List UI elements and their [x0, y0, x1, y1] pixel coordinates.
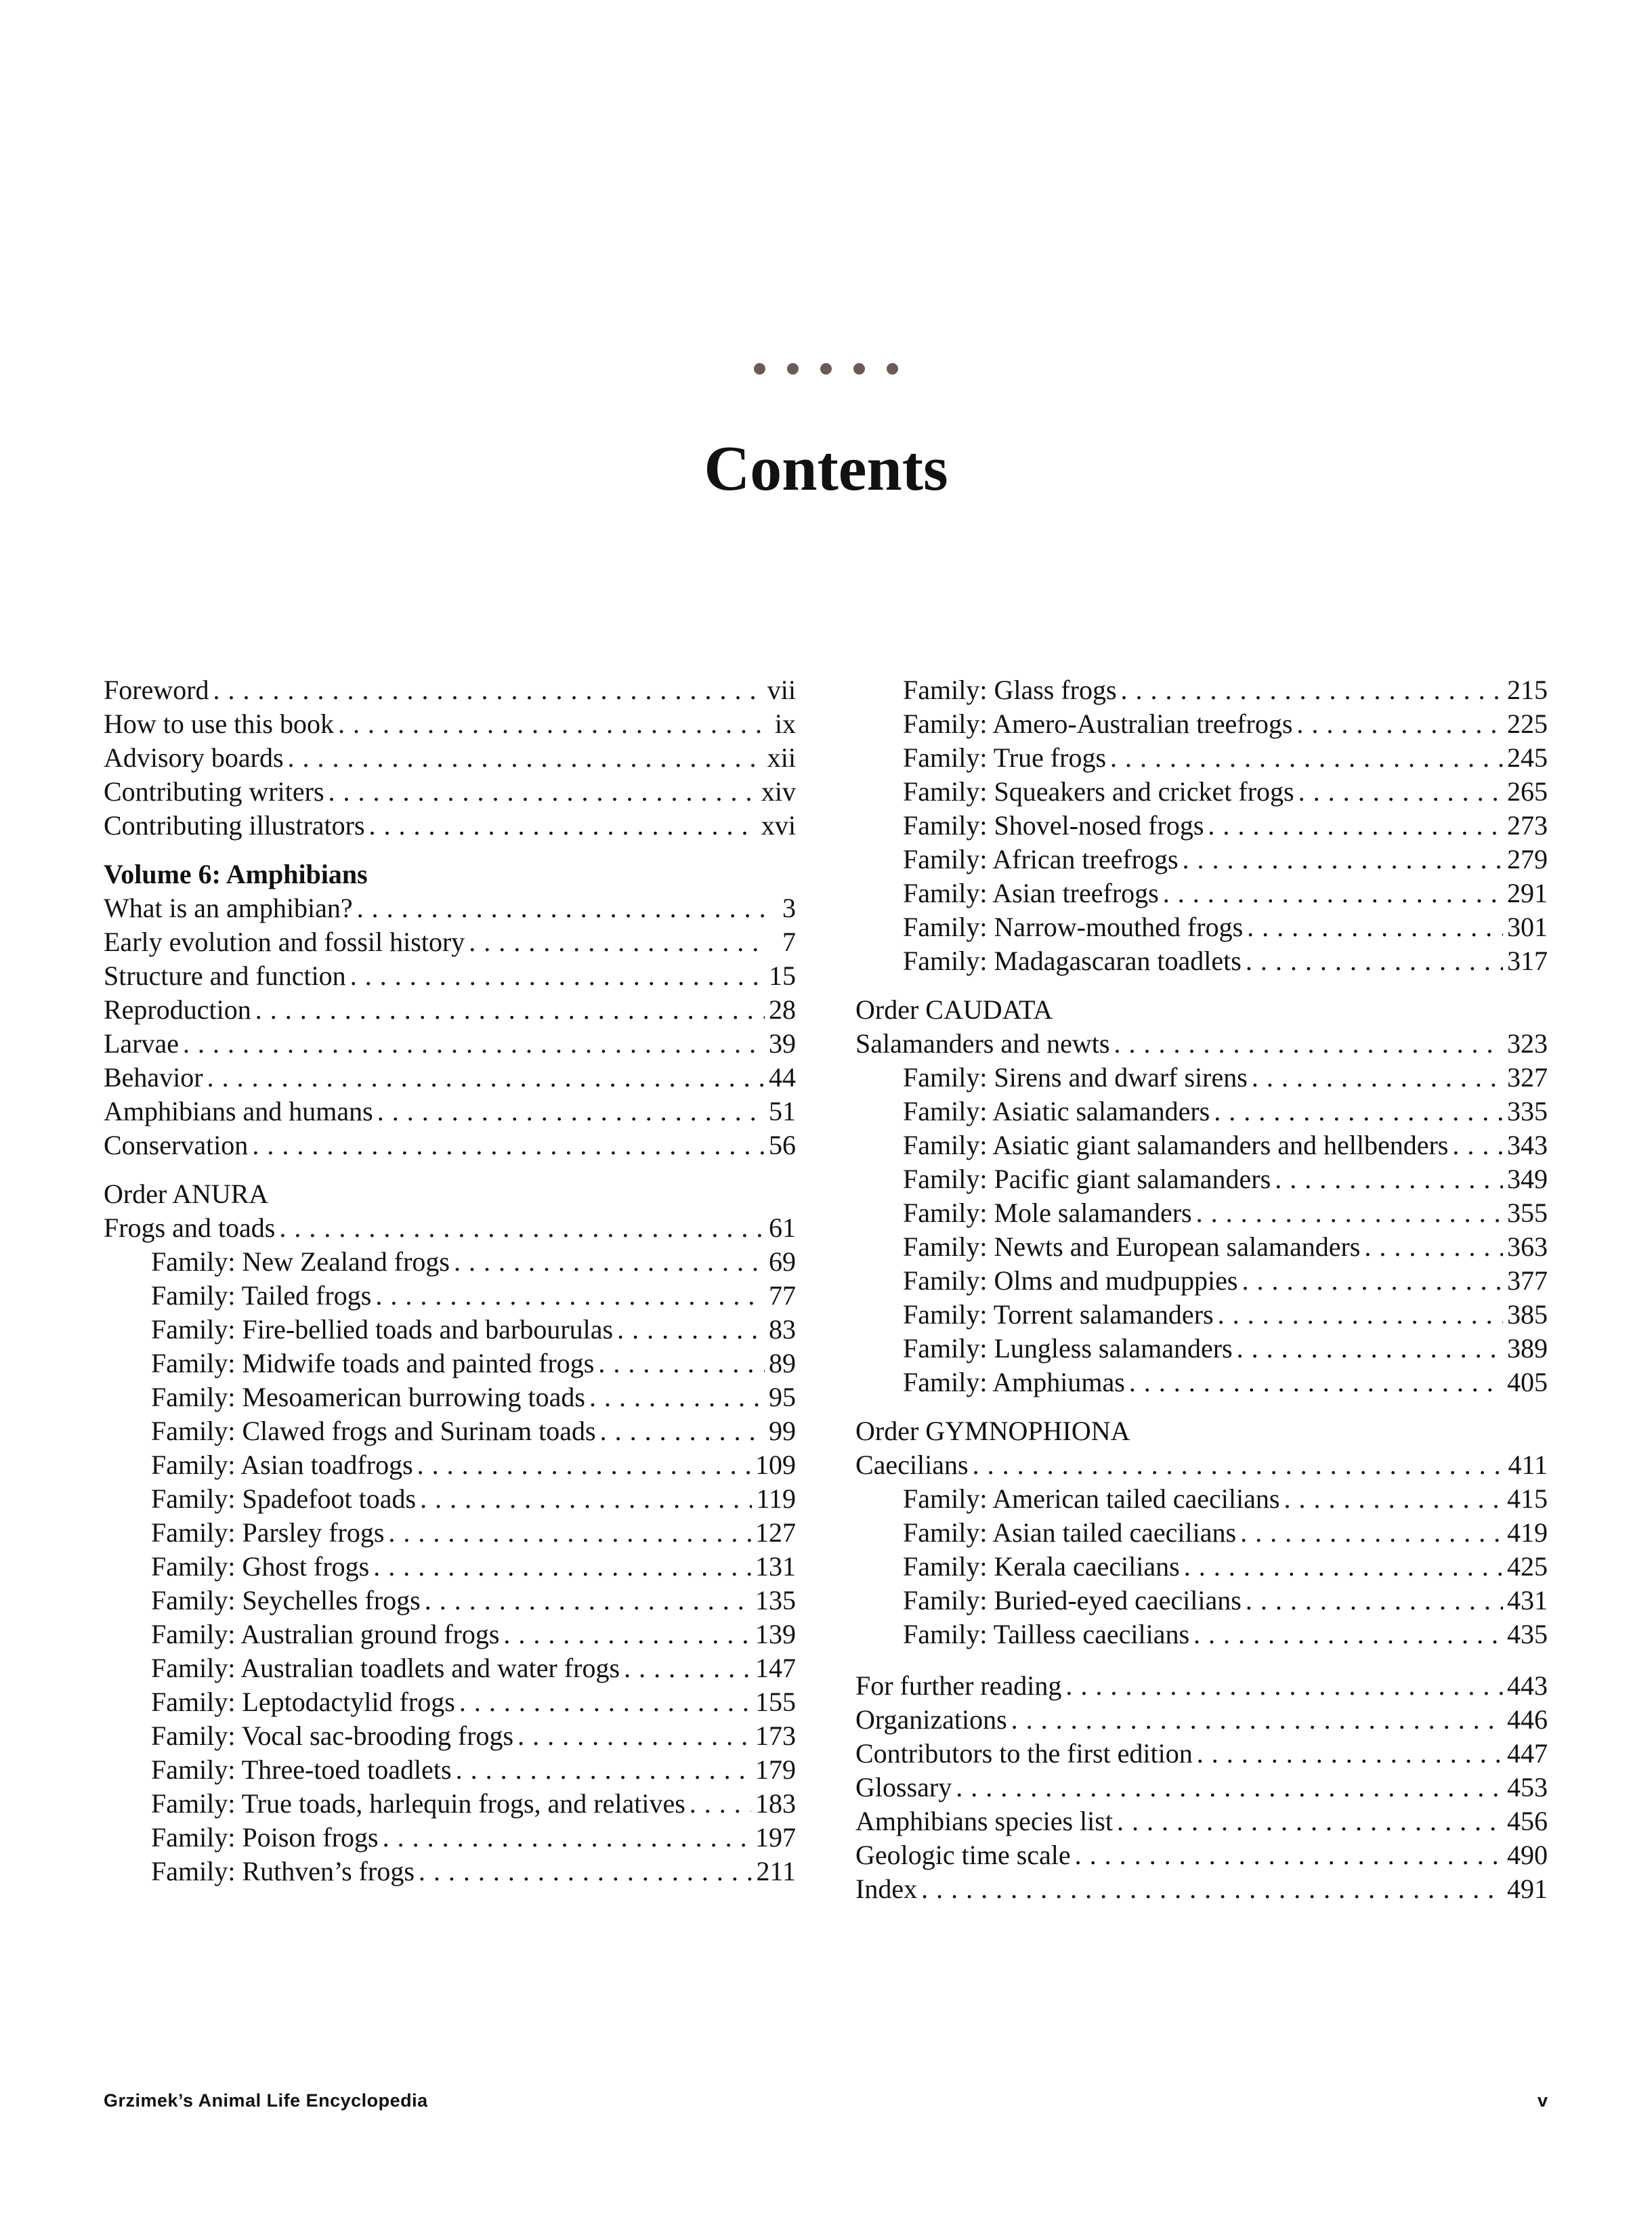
dot-leader [1114, 1027, 1503, 1061]
toc-entry-page: 15 [769, 960, 796, 991]
toc-entry[interactable] [855, 1196, 1548, 1230]
dot-leader [1275, 1162, 1503, 1196]
toc-entry-title: Foreword [104, 675, 209, 705]
toc-entry-title: Geologic time scale [855, 1840, 1071, 1870]
dot-leader [1218, 1298, 1503, 1332]
toc-entry-title: Family: Clawed frogs and Surinam toads [151, 1416, 596, 1446]
toc-entry-title: Family: Midwife toads and painted frogs [151, 1348, 595, 1378]
toc-entry-title: Structure and function [104, 960, 346, 991]
toc-entry-page: 419 [1507, 1517, 1548, 1548]
toc-entry-page: 431 [1507, 1585, 1548, 1616]
toc-entry[interactable] [855, 1516, 1548, 1550]
dot-leader [1237, 1332, 1503, 1366]
toc-entry-title: Amphibians species list [855, 1806, 1113, 1836]
toc-entry[interactable] [104, 1651, 796, 1685]
toc-entry[interactable] [104, 1128, 796, 1162]
toc-entry-title: Organizations [855, 1704, 1007, 1735]
toc-entry[interactable] [104, 1618, 796, 1651]
dot-leader [1184, 1550, 1503, 1584]
dot-leader [1452, 1128, 1503, 1162]
toc-entry-page: 377 [1507, 1265, 1548, 1296]
dot-leader [357, 891, 765, 925]
toc-entry[interactable] [855, 1771, 1548, 1804]
dot-leader [1364, 1230, 1503, 1264]
toc-entry-page: 39 [769, 1028, 796, 1059]
toc-entry[interactable] [855, 1230, 1548, 1264]
dot-leader [252, 1128, 765, 1162]
toc-entry[interactable] [855, 707, 1548, 741]
toc-entry[interactable] [855, 1669, 1548, 1703]
toc-entry-page: 435 [1507, 1619, 1548, 1649]
dot-leader [1183, 843, 1503, 877]
toc-entry-page: 139 [755, 1619, 796, 1649]
toc-entry-page: 317 [1507, 946, 1548, 976]
toc-entry-page: xii [767, 742, 796, 773]
dot-leader [454, 1245, 765, 1279]
dot-leader [338, 707, 765, 741]
toc-entry[interactable] [855, 1703, 1548, 1737]
toc-left-column [104, 673, 796, 1888]
toc-entry-title: Family: Lungless salamanders [903, 1333, 1233, 1364]
toc-entry[interactable] [104, 1821, 796, 1855]
toc-entry-title: Family: Ruthven’s frogs [151, 1856, 415, 1886]
toc-entry[interactable] [855, 910, 1548, 944]
toc-entry-title: Family: Sirens and dwarf sirens [903, 1062, 1248, 1093]
toc-entry-title: Family: Torrent salamanders [903, 1299, 1214, 1330]
toc-entry-title: Reproduction [104, 994, 251, 1025]
toc-entry-title: Family: Buried-eyed caecilians [903, 1585, 1242, 1616]
toc-entry-page: 301 [1507, 912, 1548, 942]
toc-entry-title: Contributing illustrators [104, 810, 365, 841]
toc-entry-page: 273 [1507, 810, 1548, 841]
toc-entry-page: 7 [782, 927, 796, 957]
toc-entry[interactable] [104, 1380, 796, 1414]
footer-page-number: v [1537, 2090, 1548, 2111]
toc-entry-page: 215 [1507, 675, 1548, 705]
toc-entry-page: 343 [1507, 1130, 1548, 1160]
toc-entry[interactable] [855, 673, 1548, 707]
toc-entry-title: Family: Poison frogs [151, 1822, 379, 1853]
toc-entry[interactable] [855, 1838, 1548, 1872]
toc-entry-page: 89 [769, 1348, 796, 1378]
gymnophiona-main-entry [855, 1448, 1548, 1482]
dot-leader [183, 1027, 765, 1061]
toc-entry-page: 355 [1507, 1198, 1548, 1228]
toc-entry[interactable] [855, 1448, 1548, 1482]
toc-entry-title: Contributors to the first edition [855, 1738, 1193, 1769]
dot-leader [419, 1855, 753, 1888]
toc-entry[interactable] [104, 1719, 796, 1753]
toc-entry-title: Family: True toads, harlequin frogs, and relatives [151, 1788, 685, 1819]
dot-leader [1252, 1061, 1503, 1095]
toc-entry[interactable] [855, 741, 1548, 775]
toc-entry[interactable] [104, 1095, 796, 1128]
anura-family-list [104, 1245, 796, 1888]
dot-leader [1065, 1669, 1503, 1703]
toc-entry[interactable] [104, 1482, 796, 1516]
toc-entry-page: 443 [1507, 1670, 1548, 1701]
toc-entry-page: 147 [755, 1653, 796, 1683]
dot-leader [1075, 1838, 1503, 1872]
toc-entry-title: Family: Ghost frogs [151, 1551, 370, 1582]
dot-leader [1240, 1516, 1503, 1550]
toc-entry-title: Family: Glass frogs [903, 675, 1117, 705]
dot-leader [369, 809, 757, 843]
toc-entry-title: Family: Newts and European salamanders [903, 1231, 1361, 1262]
toc-entry-page: 127 [755, 1517, 796, 1548]
dot-leader [456, 1753, 751, 1787]
toc-entry-page: 456 [1507, 1806, 1548, 1836]
toc-entry[interactable] [104, 1279, 796, 1313]
toc-entry-title: Advisory boards [104, 742, 284, 773]
toc-entry-title: Family: Kerala caecilians [903, 1551, 1180, 1582]
ornament-dot [887, 363, 898, 375]
dot-leader [624, 1651, 751, 1685]
toc-entry[interactable] [855, 1550, 1548, 1584]
toc-entry-title: Family: Asian toadfrogs [151, 1450, 413, 1480]
toc-entry-page: 327 [1507, 1062, 1548, 1093]
toc-entry-title: How to use this book [104, 709, 334, 739]
front-matter-list [104, 673, 796, 843]
toc-entry-title: Family: Spadefoot toads [151, 1483, 417, 1514]
dot-leader [600, 1414, 765, 1448]
dot-leader [598, 1347, 765, 1380]
toc-entry-page: 415 [1507, 1483, 1548, 1514]
toc-entry-page: 56 [769, 1130, 796, 1160]
toc-entry-page: 119 [756, 1483, 796, 1514]
toc-entry[interactable] [855, 809, 1548, 843]
anura-main-entry [104, 1211, 796, 1245]
toc-entry-page: 61 [769, 1212, 796, 1243]
toc-entry[interactable] [104, 891, 796, 925]
dot-leader [329, 775, 757, 809]
toc-entry[interactable] [104, 1685, 796, 1719]
toc-right-column [855, 673, 1548, 1906]
dot-leader [207, 1061, 765, 1095]
back-matter-list [855, 1669, 1548, 1906]
dot-leader [1214, 1095, 1503, 1128]
toc-entry[interactable] [855, 1482, 1548, 1516]
ornament-dot [820, 363, 832, 375]
toc-entry-page: 3 [782, 893, 796, 923]
toc-entry-title: Family: Narrow-mouthed frogs [903, 912, 1244, 942]
toc-entry-title: Larvae [104, 1028, 179, 1059]
toc-entry-page: xiv [761, 776, 796, 807]
dot-leader [1247, 910, 1503, 944]
toc-entry-page: 490 [1507, 1840, 1548, 1870]
toc-entry[interactable] [104, 1448, 796, 1482]
dot-leader [921, 1872, 1503, 1906]
toc-entry-page: 446 [1507, 1704, 1548, 1735]
toc-entry-title: Family: Tailed frogs [151, 1280, 372, 1311]
toc-entry-title: Family: Squeakers and cricket frogs [903, 776, 1294, 807]
toc-entry-title: Family: African treefrogs [903, 844, 1179, 874]
toc-entry-page: 245 [1507, 742, 1548, 773]
toc-entry[interactable] [104, 1347, 796, 1380]
toc-entry-title: Family: Asiatic giant salamanders and hellbenders [903, 1130, 1449, 1160]
toc-entry[interactable] [855, 1264, 1548, 1298]
toc-entry-page: 411 [1508, 1450, 1548, 1480]
toc-entry[interactable] [855, 1332, 1548, 1366]
dot-leader [350, 959, 765, 993]
toc-entry-title: Family: Mesoamerican burrowing toads [151, 1382, 585, 1412]
toc-entry[interactable] [104, 1313, 796, 1347]
toc-entry[interactable] [104, 1516, 796, 1550]
toc-entry[interactable] [855, 775, 1548, 809]
volume-list [104, 891, 796, 1162]
dot-leader [213, 673, 763, 707]
toc-entry[interactable] [104, 1414, 796, 1448]
dot-leader [973, 1448, 1504, 1482]
toc-entry[interactable] [855, 1128, 1548, 1162]
toc-entry[interactable] [855, 1366, 1548, 1399]
toc-entry-page: 323 [1507, 1028, 1548, 1059]
dot-leader [1110, 741, 1503, 775]
toc-entry-title: Early evolution and fossil history [104, 927, 465, 957]
gymnophiona-family-list [855, 1482, 1548, 1651]
toc-entry[interactable] [104, 925, 796, 959]
toc-entry[interactable] [104, 707, 796, 741]
order-heading-anura: Order ANURA [104, 1179, 269, 1209]
toc-entry[interactable] [104, 809, 796, 843]
toc-entry-page: 44 [769, 1062, 796, 1093]
dot-leader [1011, 1703, 1503, 1737]
toc-entry-page: 99 [769, 1416, 796, 1446]
toc-entry-page: 155 [755, 1687, 796, 1717]
toc-entry[interactable] [104, 1855, 796, 1888]
dot-leader [1296, 707, 1503, 741]
toc-entry-title: Caecilians [855, 1450, 969, 1480]
dot-leader [420, 1482, 752, 1516]
dot-leader [1121, 673, 1503, 707]
toc-entry-page: 447 [1507, 1738, 1548, 1769]
dot-leader [469, 925, 765, 959]
dot-leader [1284, 1482, 1503, 1516]
dot-leader [425, 1584, 751, 1618]
toc-entry-title: Family: Shovel-nosed frogs [903, 810, 1204, 841]
toc-entry[interactable] [104, 741, 796, 775]
ornament-dot [787, 363, 799, 375]
toc-entry-page: vii [767, 675, 796, 705]
toc-entry-title: Amphibians and humans [104, 1096, 373, 1126]
toc-entry-page: 405 [1507, 1367, 1548, 1397]
dot-leader [1246, 1584, 1503, 1618]
toc-entry[interactable] [104, 1787, 796, 1821]
order-heading-gymnophiona: Order GYMNOPHIONA [855, 1416, 1130, 1446]
toc-entry-page: 349 [1507, 1164, 1548, 1194]
page-title: Contents [704, 434, 948, 504]
toc-entry-page: 135 [755, 1585, 796, 1616]
dot-leader [417, 1448, 751, 1482]
dot-leader [1298, 775, 1503, 809]
toc-entry-title: Family: Mole salamanders [903, 1198, 1192, 1228]
toc-entry-page: 389 [1507, 1333, 1548, 1364]
dot-leader [517, 1719, 751, 1753]
toc-entry-title: Family: Three-toed toadlets [151, 1754, 452, 1785]
toc-entry-title: Frogs and toads [104, 1212, 276, 1243]
ornament-dots [0, 363, 1652, 378]
toc-entry[interactable] [104, 1753, 796, 1787]
toc-entry-page: 291 [1507, 878, 1548, 908]
toc-entry-page: 265 [1507, 776, 1548, 807]
toc-entry-title: Family: New Zealand frogs [151, 1246, 450, 1277]
dot-leader [1246, 944, 1503, 978]
toc-entry-page: 69 [769, 1246, 796, 1277]
toc-entry-title: Family: American tailed caecilians [903, 1483, 1280, 1514]
toc-entry-page: 95 [769, 1382, 796, 1412]
caudata-main-entry [855, 1027, 1548, 1061]
toc-entry-title: Behavior [104, 1062, 203, 1093]
toc-entry-title: Family: Tailless caecilians [903, 1619, 1190, 1649]
toc-entry-title: Family: Asian treefrogs [903, 878, 1159, 908]
dot-leader [1193, 1618, 1503, 1651]
dot-leader [690, 1787, 751, 1821]
dot-leader [279, 1211, 765, 1245]
toc-entry-title: Family: Australian ground frogs [151, 1619, 500, 1649]
toc-entry-title: Family: Pacific giant salamanders [903, 1164, 1271, 1194]
toc-entry-title: Conservation [104, 1130, 249, 1160]
dot-leader [1242, 1264, 1503, 1298]
toc-entry[interactable] [855, 1061, 1548, 1095]
toc-entry-title: Family: Amero-Australian treefrogs [903, 709, 1293, 739]
toc-entry[interactable] [104, 959, 796, 993]
toc-entry[interactable] [104, 1027, 796, 1061]
toc-entry[interactable] [855, 944, 1548, 978]
dot-leader [1196, 1196, 1503, 1230]
toc-entry-title: Index [855, 1874, 918, 1904]
toc-entry[interactable] [104, 1061, 796, 1095]
dot-leader [1163, 877, 1503, 910]
toc-entry[interactable] [104, 1584, 796, 1618]
toc-entry-page: 83 [769, 1314, 796, 1345]
toc-entry[interactable] [855, 1737, 1548, 1771]
toc-entry[interactable] [855, 1298, 1548, 1332]
toc-entry-page: ix [774, 709, 796, 739]
toc-entry[interactable] [855, 1618, 1548, 1651]
toc-entry-title: Family: Asian tailed caecilians [903, 1517, 1237, 1548]
dot-leader [377, 1095, 765, 1128]
dot-leader [1197, 1737, 1503, 1771]
toc-entry-title: Salamanders and newts [855, 1028, 1110, 1059]
toc-entry[interactable] [855, 1804, 1548, 1838]
order-heading-caudata: Order CAUDATA [855, 994, 1053, 1025]
dot-leader [288, 741, 763, 775]
dot-leader [255, 993, 765, 1027]
toc-entry-title: Family: Vocal sac-brooding frogs [151, 1720, 514, 1751]
toc-entry[interactable] [104, 993, 796, 1027]
toc-entry-page: 183 [755, 1788, 796, 1819]
toc-entry[interactable] [104, 1245, 796, 1279]
toc-entry-page: 335 [1507, 1096, 1548, 1126]
anura-family-list-cont [855, 673, 1548, 978]
toc-entry[interactable] [855, 1584, 1548, 1618]
dot-leader [956, 1771, 1503, 1804]
toc-entry-title: Family: Australian toadlets and water frogs [151, 1653, 620, 1683]
toc-entry-title: Family: Fire-bellied toads and barbourulas [151, 1314, 614, 1345]
toc-entry-page: xvi [761, 810, 796, 841]
dot-leader [375, 1279, 765, 1313]
toc-entry[interactable] [855, 1027, 1548, 1061]
toc-entry[interactable] [855, 843, 1548, 877]
toc-entry[interactable] [104, 1550, 796, 1584]
toc-entry[interactable] [104, 775, 796, 809]
toc-entry-page: 109 [755, 1450, 796, 1480]
toc-entry-title: Family: Leptodactylid frogs [151, 1687, 455, 1717]
toc-entry-title: For further reading [855, 1670, 1062, 1701]
toc-entry-page: 77 [769, 1280, 796, 1311]
toc-entry-title: What is an amphibian? [104, 893, 353, 923]
dot-leader [617, 1313, 765, 1347]
dot-leader [589, 1380, 765, 1414]
dot-leader [459, 1685, 751, 1719]
toc-entry-title: Glossary [855, 1772, 952, 1802]
toc-entry-page: 279 [1507, 844, 1548, 874]
toc-entry[interactable] [855, 1095, 1548, 1128]
toc-entry-title: Family: Amphiumas [903, 1367, 1125, 1397]
toc-entry-page: 385 [1507, 1299, 1548, 1330]
toc-entry-page: 179 [755, 1754, 796, 1785]
dot-leader [373, 1550, 751, 1584]
dot-leader [1208, 809, 1503, 843]
ornament-dot [754, 363, 765, 375]
toc-entry-title: Family: Olms and mudpuppies [903, 1265, 1238, 1296]
toc-entry[interactable] [855, 1162, 1548, 1196]
toc-entry[interactable] [855, 1872, 1548, 1906]
toc-entry-title: Family: Parsley frogs [151, 1517, 385, 1548]
toc-entry-title: Family: True frogs [903, 742, 1107, 773]
toc-entry[interactable] [104, 1211, 796, 1245]
toc-entry-page: 28 [769, 994, 796, 1025]
toc-entry-title: Family: Seychelles frogs [151, 1585, 421, 1616]
toc-entry-page: 173 [755, 1720, 796, 1751]
ornament-dot [853, 363, 865, 375]
caudata-family-list [855, 1061, 1548, 1399]
dot-leader [388, 1516, 751, 1550]
toc-entry-page: 425 [1507, 1551, 1548, 1582]
toc-entry-page: 491 [1507, 1874, 1548, 1904]
toc-entry-title: Family: Madagascaran toadlets [903, 946, 1242, 976]
toc-entry-title: Contributing writers [104, 776, 324, 807]
volume-heading: Volume 6: Amphibians [104, 859, 368, 889]
toc-entry-page: 197 [755, 1822, 796, 1853]
toc-entry-page: 363 [1507, 1231, 1548, 1262]
footer-book-title: Grzimek’s Animal Life Encyclopedia [104, 2090, 428, 2111]
toc-entry-page: 211 [756, 1856, 796, 1886]
toc-entry-page: 131 [755, 1551, 796, 1582]
dot-leader [503, 1618, 751, 1651]
toc-entry-page: 225 [1507, 709, 1548, 739]
toc-entry[interactable] [855, 877, 1548, 910]
dot-leader [383, 1821, 751, 1855]
toc-entry-title: Family: Asiatic salamanders [903, 1096, 1210, 1126]
toc-entry[interactable] [104, 673, 796, 707]
toc-entry-page: 51 [769, 1096, 796, 1126]
dot-leader [1117, 1804, 1503, 1838]
toc-entry-page: 453 [1507, 1772, 1548, 1802]
dot-leader [1129, 1366, 1503, 1399]
